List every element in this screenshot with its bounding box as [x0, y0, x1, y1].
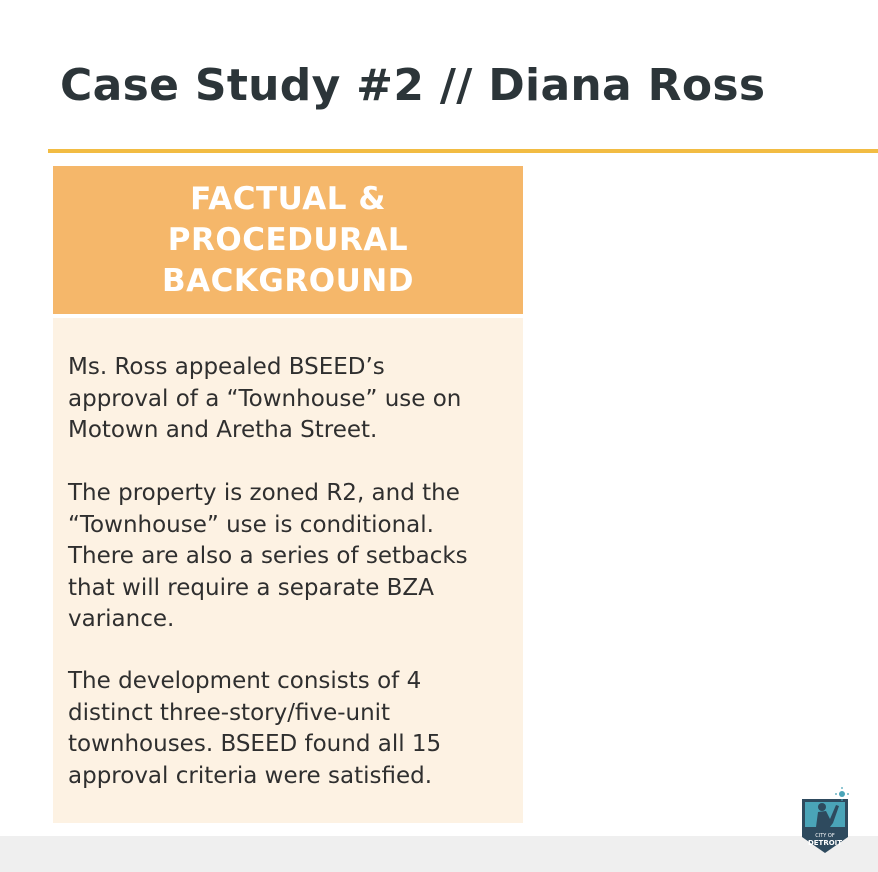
card-header-title: FACTUAL & PROCEDURAL BACKGROUND	[162, 180, 414, 299]
card-body	[53, 318, 523, 823]
city-of-detroit-seal-icon	[796, 785, 854, 857]
paragraph-appeal: Ms. Ross appealed BSEED’s approval of a “Townhouse” use on Motown and Aretha Street.	[68, 354, 462, 443]
logo-text-detroit: DETROIT	[807, 839, 843, 847]
title-underline	[48, 149, 878, 153]
paragraph-development: The development consists of 4 distinct three-story/five-unit townhouses. BSEED found all 15 approval criteria were satisfied.	[68, 668, 442, 789]
logo-text-city-of: CITY OF	[815, 833, 835, 839]
slide-title: Case Study #2 // Diana Ross	[60, 60, 766, 111]
footer-bar	[0, 836, 878, 872]
card-header	[53, 166, 523, 314]
paragraph-zoning: The property is zoned R2, and the “Townhouse” use is conditional. There are also a series of setbacks that will require a separate BZA variance.	[68, 480, 468, 632]
